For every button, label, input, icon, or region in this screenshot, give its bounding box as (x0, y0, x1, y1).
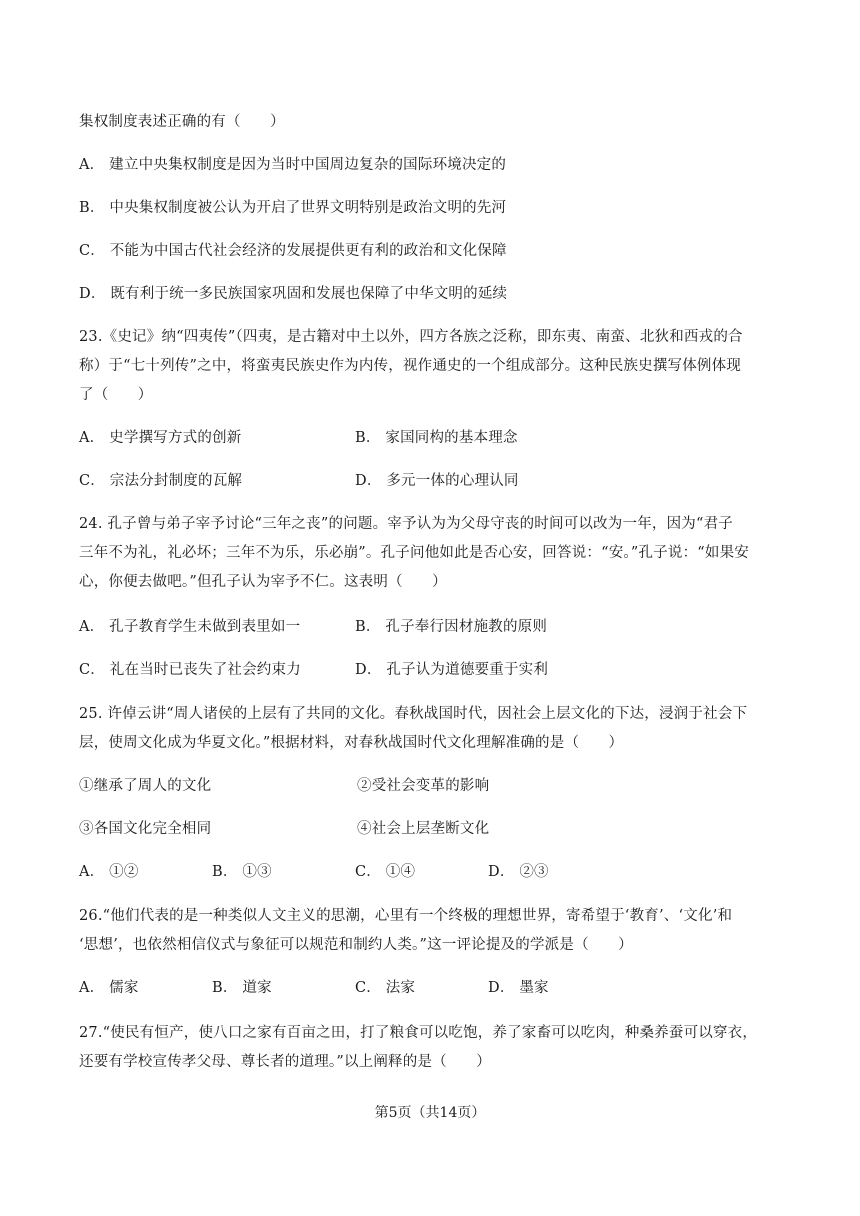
q22-option-b: B． 中央集权制度被公认为开启了世界文明特别是政治文明的先河 (79, 200, 507, 216)
q27-stem-line-2: 还要有学校宣传孝父母、尊长者的道理。”以上阐释的是（ ） (79, 1054, 491, 1070)
q24-stem-line-2: 三年不为礼，礼必坏；三年不为乐，乐必崩”。孔子问他如此是否心安，回答说：“安。”孔子说：“如果安 (79, 545, 749, 561)
q24-stem-line-1: 24. 孔子曾与弟子宰予讨论“三年之丧”的问题。宰予认为为父母守丧的时间可以改为一年，因为“君子 (79, 516, 734, 532)
q25-option-a: A． ①② (79, 864, 139, 880)
q25-option-b: B． ①③ (212, 864, 272, 880)
q23-option-c: C． 宗法分封制度的瓦解 (79, 473, 243, 489)
q23-stem-line-1: 23.《史记》纳“四夷传”（四夷，是古籍对中土以外，四方各族之泛称，即东夷、南蛮、北狄和西戎的合 (79, 329, 743, 345)
q26-option-d: D． 墨家 (488, 980, 549, 996)
q22-option-c: C． 不能为中国古代社会经济的发展提供更有利的政治和文化保障 (79, 243, 507, 259)
q25-option-d: D． ②③ (488, 864, 549, 880)
q24-option-c: C． 礼在当时已丧失了社会约束力 (79, 662, 301, 678)
page-number-footer: 第5页（共14页） (374, 1105, 486, 1121)
q22-option-a: A． 建立中央集权制度是因为当时中国周边复杂的国际环境决定的 (79, 157, 507, 173)
q23-stem-line-2: 称）于“七十列传”之中，将蛮夷民族史作为内传，视作通史的一个组成部分。这种民族史撰写体例体现 (79, 358, 742, 374)
q25-stem-line-1: 25. 许倬云讲“周人诸侯的上层有了共同的文化。春秋战国时代，因社会上层文化的下达，浸润于社会下 (79, 706, 748, 722)
q22-stem-tail: 集权制度表述正确的有（ ） (79, 114, 285, 130)
q23-option-d: D． 多元一体的心理认同 (355, 473, 519, 489)
q26-stem-line-2: ‘思想’，也依然相信仪式与象征可以规范和制约人类。”这一评论提及的学派是（ ） (79, 937, 633, 953)
q27-stem-line-1: 27.“使民有恒产，使八口之家有百亩之田，打了粮食可以吃饱，养了家畜可以吃肉，种桑养蚕可以穿衣， (79, 1025, 758, 1041)
q24-option-d: D． 孔子认为道德要重于实利 (355, 662, 549, 678)
q24-option-a: A． 孔子教育学生未做到表里如一 (79, 619, 301, 635)
q26-option-a: A． 儒家 (79, 980, 139, 996)
q25-item-3: ③各国文化完全相同 (79, 821, 212, 837)
q23-stem-line-3: 了（ ） (79, 387, 153, 403)
q24-stem-line-3: 心，你便去做吧。”但孔子认为宰予不仁。这表明（ ） (79, 574, 447, 590)
q24-option-b: B． 孔子奉行因材施教的原则 (355, 619, 548, 635)
q26-option-b: B． 道家 (212, 980, 272, 996)
q23-option-b: B． 家国同构的基本理念 (355, 430, 518, 446)
q25-item-4: ④社会上层垄断文化 (357, 821, 490, 837)
q26-stem-line-1: 26.“他们代表的是一种类似人文主义的思潮，心里有一个终极的理想世界，寄希望于‘教育’、‘文化’和 (79, 908, 733, 924)
q26-option-c: C． 法家 (355, 980, 416, 996)
q25-option-c: C． ①④ (355, 864, 416, 880)
q23-option-a: A． 史学撰写方式的创新 (79, 430, 242, 446)
q25-stem-line-2: 层，使周文化成为华夏文化。”根据材料，对春秋战国时代文化理解准确的是（ ） (79, 735, 624, 751)
q25-item-1: ①继承了周人的文化 (79, 778, 212, 794)
q22-option-d: D． 既有利于统一多民族国家巩固和发展也保障了中华文明的延续 (79, 286, 508, 302)
q25-item-2: ②受社会变革的影响 (357, 778, 490, 794)
